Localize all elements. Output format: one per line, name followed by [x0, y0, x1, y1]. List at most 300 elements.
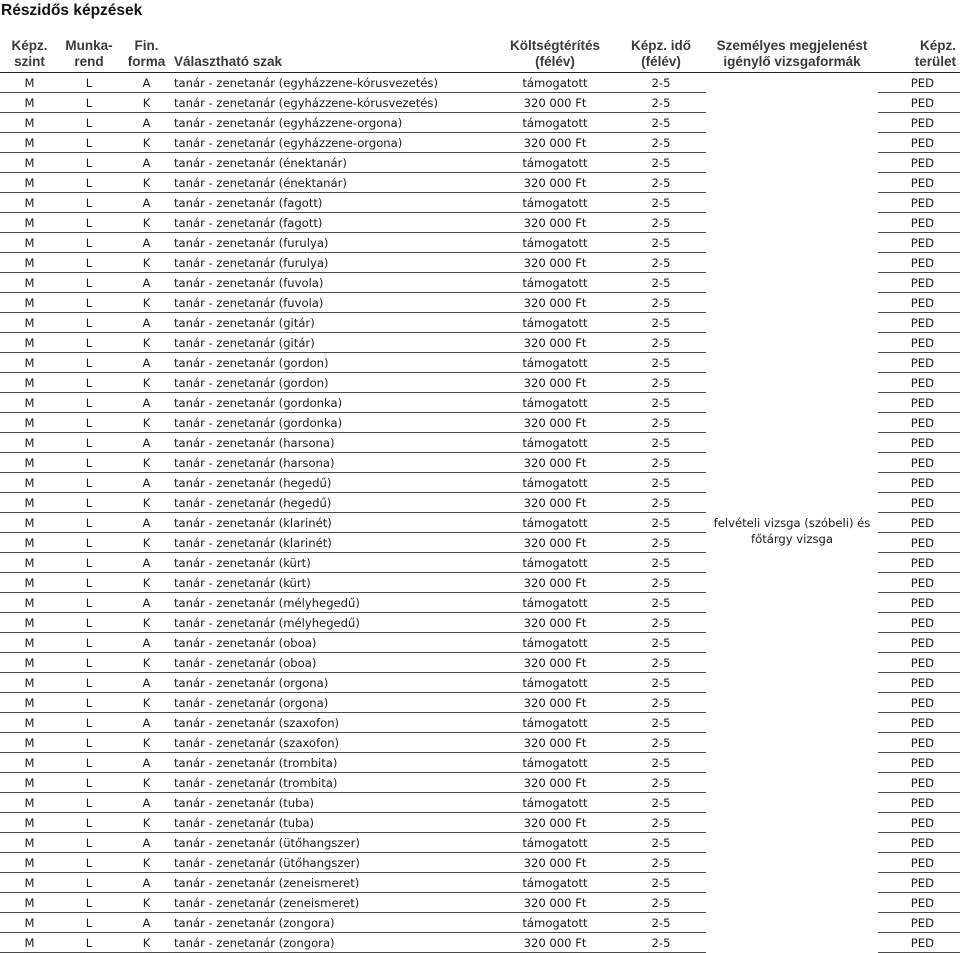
cell-koltsegterites: támogatott: [494, 793, 616, 813]
cell-koltsegterites: 320 000 Ft: [494, 453, 616, 473]
cell-szak: tanár - zenetanár (furulya): [174, 253, 494, 273]
col-header-fin-forma: Fin. forma: [119, 36, 174, 73]
cell-kepz-terulet: PED: [878, 313, 960, 333]
cell-fin-forma: A: [119, 553, 174, 573]
cell-munkarend: L: [59, 173, 119, 193]
cell-kepz-terulet: PED: [878, 333, 960, 353]
cell-munkarend: L: [59, 213, 119, 233]
cell-munkarend: L: [59, 573, 119, 593]
cell-kepz-szint: M: [0, 293, 59, 313]
cell-kepz-szint: M: [0, 853, 59, 873]
cell-kepz-ido: 2-5: [616, 573, 706, 593]
cell-szak: tanár - zenetanár (énektanár): [174, 173, 494, 193]
cell-munkarend: L: [59, 753, 119, 773]
cell-kepz-szint: M: [0, 653, 59, 673]
cell-szak: tanár - zenetanár (kürt): [174, 553, 494, 573]
cell-kepz-ido: 2-5: [616, 553, 706, 573]
cell-munkarend: L: [59, 773, 119, 793]
cell-fin-forma: K: [119, 333, 174, 353]
cell-koltsegterites: 320 000 Ft: [494, 733, 616, 753]
cell-fin-forma: K: [119, 773, 174, 793]
cell-kepz-terulet: PED: [878, 433, 960, 453]
cell-kepz-szint: M: [0, 253, 59, 273]
cell-kepz-szint: M: [0, 433, 59, 453]
cell-fin-forma: A: [119, 313, 174, 333]
cell-munkarend: L: [59, 613, 119, 633]
cell-munkarend: L: [59, 153, 119, 173]
cell-kepz-szint: M: [0, 813, 59, 833]
cell-kepz-terulet: PED: [878, 933, 960, 953]
cell-kepz-szint: M: [0, 413, 59, 433]
cell-szak: tanár - zenetanár (zeneismeret): [174, 873, 494, 893]
cell-kepz-szint: M: [0, 833, 59, 853]
cell-munkarend: L: [59, 673, 119, 693]
cell-kepz-szint: M: [0, 233, 59, 253]
cell-munkarend: L: [59, 513, 119, 533]
cell-koltsegterites: támogatott: [494, 113, 616, 133]
cell-szak: tanár - zenetanár (zongora): [174, 913, 494, 933]
cell-kepz-ido: 2-5: [616, 493, 706, 513]
cell-kepz-terulet: PED: [878, 633, 960, 653]
cell-fin-forma: K: [119, 813, 174, 833]
cell-fin-forma: A: [119, 913, 174, 933]
cell-kepz-szint: M: [0, 673, 59, 693]
cell-kepz-terulet: PED: [878, 613, 960, 633]
cell-koltsegterites: 320 000 Ft: [494, 133, 616, 153]
cell-szak: tanár - zenetanár (mélyhegedű): [174, 593, 494, 613]
cell-kepz-szint: M: [0, 553, 59, 573]
cell-szak: tanár - zenetanár (klarinét): [174, 513, 494, 533]
cell-szak: tanár - zenetanár (egyházzene-kórusvezetés): [174, 73, 494, 93]
cell-munkarend: L: [59, 413, 119, 433]
cell-fin-forma: A: [119, 833, 174, 853]
cell-koltsegterites: 320 000 Ft: [494, 173, 616, 193]
cell-kepz-ido: 2-5: [616, 713, 706, 733]
cell-fin-forma: A: [119, 193, 174, 213]
cell-szak: tanár - zenetanár (szaxofon): [174, 713, 494, 733]
cell-szak: tanár - zenetanár (gordon): [174, 353, 494, 373]
cell-fin-forma: K: [119, 213, 174, 233]
cell-kepz-ido: 2-5: [616, 513, 706, 533]
cell-kepz-ido: 2-5: [616, 433, 706, 453]
cell-kepz-ido: 2-5: [616, 153, 706, 173]
cell-fin-forma: K: [119, 733, 174, 753]
cell-szak: tanár - zenetanár (gitár): [174, 313, 494, 333]
cell-fin-forma: K: [119, 493, 174, 513]
cell-kepz-terulet: PED: [878, 193, 960, 213]
cell-kepz-terulet: PED: [878, 733, 960, 753]
cell-munkarend: L: [59, 433, 119, 453]
cell-kepz-terulet: PED: [878, 533, 960, 553]
cell-koltsegterites: támogatott: [494, 233, 616, 253]
cell-fin-forma: A: [119, 673, 174, 693]
cell-kepz-terulet: PED: [878, 513, 960, 533]
cell-munkarend: L: [59, 913, 119, 933]
cell-koltsegterites: 320 000 Ft: [494, 533, 616, 553]
cell-kepz-ido: 2-5: [616, 393, 706, 413]
cell-fin-forma: A: [119, 393, 174, 413]
cell-kepz-ido: 2-5: [616, 593, 706, 613]
cell-kepz-terulet: PED: [878, 553, 960, 573]
cell-kepz-ido: 2-5: [616, 93, 706, 113]
cell-koltsegterites: 320 000 Ft: [494, 933, 616, 953]
cell-szak: tanár - zenetanár (egyházzene-orgona): [174, 113, 494, 133]
cell-szak: tanár - zenetanár (énektanár): [174, 153, 494, 173]
cell-munkarend: L: [59, 553, 119, 573]
cell-kepz-ido: 2-5: [616, 613, 706, 633]
cell-kepz-terulet: PED: [878, 713, 960, 733]
cell-koltsegterites: 320 000 Ft: [494, 853, 616, 873]
cell-koltsegterites: 320 000 Ft: [494, 253, 616, 273]
cell-munkarend: L: [59, 593, 119, 613]
cell-kepz-terulet: PED: [878, 133, 960, 153]
cell-kepz-terulet: PED: [878, 493, 960, 513]
cell-kepz-szint: M: [0, 213, 59, 233]
cell-kepz-ido: 2-5: [616, 473, 706, 493]
cell-kepz-ido: 2-5: [616, 673, 706, 693]
cell-koltsegterites: 320 000 Ft: [494, 893, 616, 913]
cell-szak: tanár - zenetanár (tuba): [174, 793, 494, 813]
cell-kepz-szint: M: [0, 793, 59, 813]
cell-koltsegterites: támogatott: [494, 73, 616, 93]
cell-kepz-ido: 2-5: [616, 853, 706, 873]
courses-table: [0, 36, 960, 953]
cell-szak: tanár - zenetanár (harsona): [174, 453, 494, 473]
cell-szak: tanár - zenetanár (ütőhangszer): [174, 853, 494, 873]
cell-kepz-terulet: PED: [878, 673, 960, 693]
cell-kepz-terulet: PED: [878, 573, 960, 593]
cell-fin-forma: K: [119, 293, 174, 313]
cell-kepz-ido: 2-5: [616, 73, 706, 93]
cell-kepz-szint: M: [0, 513, 59, 533]
cell-koltsegterites: 320 000 Ft: [494, 573, 616, 593]
cell-kepz-szint: M: [0, 633, 59, 653]
col-header-vizsgaformak: Személyes megjelenést igénylő vizsgaformák: [706, 36, 878, 73]
cell-szak: tanár - zenetanár (fuvola): [174, 273, 494, 293]
cell-kepz-ido: 2-5: [616, 333, 706, 353]
cell-kepz-szint: M: [0, 573, 59, 593]
cell-kepz-szint: M: [0, 353, 59, 373]
cell-munkarend: L: [59, 833, 119, 853]
cell-kepz-szint: M: [0, 893, 59, 913]
cell-kepz-terulet: PED: [878, 413, 960, 433]
cell-szak: tanár - zenetanár (trombita): [174, 773, 494, 793]
cell-kepz-szint: M: [0, 193, 59, 213]
cell-koltsegterites: támogatott: [494, 593, 616, 613]
cell-kepz-szint: M: [0, 773, 59, 793]
cell-koltsegterites: támogatott: [494, 513, 616, 533]
cell-kepz-szint: M: [0, 273, 59, 293]
cell-szak: tanár - zenetanár (hegedű): [174, 473, 494, 493]
cell-koltsegterites: 320 000 Ft: [494, 93, 616, 113]
cell-kepz-ido: 2-5: [616, 873, 706, 893]
cell-kepz-ido: 2-5: [616, 693, 706, 713]
cell-kepz-szint: M: [0, 933, 59, 953]
cell-kepz-szint: M: [0, 313, 59, 333]
cell-szak: tanár - zenetanár (zongora): [174, 933, 494, 953]
cell-kepz-szint: M: [0, 913, 59, 933]
cell-munkarend: L: [59, 893, 119, 913]
cell-munkarend: L: [59, 653, 119, 673]
cell-koltsegterites: 320 000 Ft: [494, 813, 616, 833]
cell-koltsegterites: támogatott: [494, 673, 616, 693]
cell-kepz-ido: 2-5: [616, 753, 706, 773]
cell-kepz-ido: 2-5: [616, 793, 706, 813]
cell-koltsegterites: támogatott: [494, 153, 616, 173]
cell-kepz-szint: M: [0, 593, 59, 613]
cell-koltsegterites: támogatott: [494, 913, 616, 933]
cell-kepz-terulet: PED: [878, 813, 960, 833]
cell-szak: tanár - zenetanár (mélyhegedű): [174, 613, 494, 633]
cell-kepz-ido: 2-5: [616, 833, 706, 853]
cell-koltsegterites: támogatott: [494, 393, 616, 413]
cell-koltsegterites: támogatott: [494, 273, 616, 293]
cell-szak: tanár - zenetanár (orgona): [174, 693, 494, 713]
cell-kepz-terulet: PED: [878, 373, 960, 393]
cell-kepz-terulet: PED: [878, 913, 960, 933]
cell-munkarend: L: [59, 273, 119, 293]
cell-szak: tanár - zenetanár (gordonka): [174, 393, 494, 413]
cell-kepz-ido: 2-5: [616, 813, 706, 833]
cell-kepz-terulet: PED: [878, 793, 960, 813]
cell-szak: tanár - zenetanár (ütőhangszer): [174, 833, 494, 853]
cell-kepz-szint: M: [0, 393, 59, 413]
cell-koltsegterites: 320 000 Ft: [494, 413, 616, 433]
cell-kepz-terulet: PED: [878, 873, 960, 893]
cell-fin-forma: A: [119, 513, 174, 533]
cell-fin-forma: A: [119, 113, 174, 133]
cell-fin-forma: A: [119, 473, 174, 493]
cell-kepz-ido: 2-5: [616, 213, 706, 233]
cell-munkarend: L: [59, 693, 119, 713]
cell-fin-forma: A: [119, 233, 174, 253]
cell-kepz-terulet: PED: [878, 833, 960, 853]
cell-kepz-ido: 2-5: [616, 253, 706, 273]
cell-koltsegterites: támogatott: [494, 433, 616, 453]
cell-munkarend: L: [59, 793, 119, 813]
cell-fin-forma: A: [119, 73, 174, 93]
cell-szak: tanár - zenetanár (fuvola): [174, 293, 494, 313]
cell-szak: tanár - zenetanár (zeneismeret): [174, 893, 494, 913]
col-header-munkarend: Munka- rend: [59, 36, 119, 73]
cell-munkarend: L: [59, 473, 119, 493]
cell-koltsegterites: támogatott: [494, 553, 616, 573]
cell-szak: tanár - zenetanár (furulya): [174, 233, 494, 253]
page-title: Részidős képzések: [1, 2, 143, 19]
cell-szak: tanár - zenetanár (klarinét): [174, 533, 494, 553]
cell-fin-forma: K: [119, 613, 174, 633]
cell-koltsegterites: 320 000 Ft: [494, 333, 616, 353]
cell-kepz-terulet: PED: [878, 213, 960, 233]
cell-fin-forma: K: [119, 933, 174, 953]
cell-koltsegterites: támogatott: [494, 193, 616, 213]
cell-kepz-terulet: PED: [878, 153, 960, 173]
cell-munkarend: L: [59, 73, 119, 93]
cell-munkarend: L: [59, 233, 119, 253]
cell-kepz-ido: 2-5: [616, 173, 706, 193]
cell-szak: tanár - zenetanár (oboa): [174, 653, 494, 673]
cell-kepz-terulet: PED: [878, 293, 960, 313]
cell-fin-forma: K: [119, 173, 174, 193]
cell-szak: tanár - zenetanár (gordon): [174, 373, 494, 393]
cell-kepz-terulet: PED: [878, 753, 960, 773]
cell-kepz-szint: M: [0, 113, 59, 133]
cell-kepz-terulet: PED: [878, 773, 960, 793]
cell-munkarend: L: [59, 293, 119, 313]
cell-fin-forma: K: [119, 413, 174, 433]
cell-fin-forma: K: [119, 253, 174, 273]
cell-munkarend: L: [59, 533, 119, 553]
cell-munkarend: L: [59, 333, 119, 353]
cell-kepz-terulet: PED: [878, 353, 960, 373]
col-header-szak: Választható szak: [174, 36, 494, 73]
cell-munkarend: L: [59, 853, 119, 873]
cell-kepz-szint: M: [0, 473, 59, 493]
cell-fin-forma: A: [119, 713, 174, 733]
cell-fin-forma: K: [119, 853, 174, 873]
cell-szak: tanár - zenetanár (egyházzene-orgona): [174, 133, 494, 153]
cell-kepz-terulet: PED: [878, 73, 960, 93]
cell-kepz-ido: 2-5: [616, 773, 706, 793]
cell-munkarend: L: [59, 193, 119, 213]
cell-kepz-terulet: PED: [878, 273, 960, 293]
cell-kepz-terulet: PED: [878, 593, 960, 613]
cell-munkarend: L: [59, 933, 119, 953]
cell-szak: tanár - zenetanár (egyházzene-kórusvezetés): [174, 93, 494, 113]
cell-fin-forma: A: [119, 793, 174, 813]
cell-kepz-ido: 2-5: [616, 893, 706, 913]
cell-fin-forma: K: [119, 453, 174, 473]
cell-szak: tanár - zenetanár (fagott): [174, 213, 494, 233]
cell-kepz-szint: M: [0, 613, 59, 633]
cell-kepz-ido: 2-5: [616, 313, 706, 333]
header-row: [0, 36, 960, 73]
cell-koltsegterites: 320 000 Ft: [494, 493, 616, 513]
cell-fin-forma: K: [119, 133, 174, 153]
cell-kepz-szint: M: [0, 173, 59, 193]
cell-kepz-terulet: PED: [878, 653, 960, 673]
cell-kepz-ido: 2-5: [616, 933, 706, 953]
cell-szak: tanár - zenetanár (harsona): [174, 433, 494, 453]
cell-kepz-terulet: PED: [878, 853, 960, 873]
cell-munkarend: L: [59, 453, 119, 473]
cell-fin-forma: K: [119, 693, 174, 713]
cell-fin-forma: K: [119, 373, 174, 393]
col-header-koltsegterites: Költségtérítés (félév): [494, 36, 616, 73]
cell-kepz-terulet: PED: [878, 693, 960, 713]
cell-kepz-ido: 2-5: [616, 273, 706, 293]
cell-kepz-ido: 2-5: [616, 533, 706, 553]
cell-szak: tanár - zenetanár (oboa): [174, 633, 494, 653]
cell-koltsegterites: támogatott: [494, 753, 616, 773]
cell-szak: tanár - zenetanár (fagott): [174, 193, 494, 213]
cell-kepz-terulet: PED: [878, 233, 960, 253]
cell-munkarend: L: [59, 713, 119, 733]
cell-kepz-szint: M: [0, 733, 59, 753]
cell-koltsegterites: támogatott: [494, 633, 616, 653]
cell-kepz-terulet: PED: [878, 93, 960, 113]
col-header-kepz-szint: Képz. szint: [0, 36, 59, 73]
cell-fin-forma: A: [119, 753, 174, 773]
cell-fin-forma: K: [119, 573, 174, 593]
cell-munkarend: L: [59, 253, 119, 273]
cell-kepz-szint: M: [0, 373, 59, 393]
cell-koltsegterites: támogatott: [494, 313, 616, 333]
cell-kepz-szint: M: [0, 73, 59, 93]
cell-munkarend: L: [59, 373, 119, 393]
cell-kepz-szint: M: [0, 693, 59, 713]
cell-kepz-ido: 2-5: [616, 233, 706, 253]
cell-kepz-terulet: PED: [878, 173, 960, 193]
cell-kepz-ido: 2-5: [616, 413, 706, 433]
cell-szak: tanár - zenetanár (szaxofon): [174, 733, 494, 753]
cell-kepz-szint: M: [0, 333, 59, 353]
cell-fin-forma: A: [119, 353, 174, 373]
cell-kepz-szint: M: [0, 753, 59, 773]
cell-fin-forma: K: [119, 93, 174, 113]
cell-szak: tanár - zenetanár (tuba): [174, 813, 494, 833]
cell-kepz-terulet: PED: [878, 113, 960, 133]
cell-koltsegterites: 320 000 Ft: [494, 613, 616, 633]
cell-munkarend: L: [59, 393, 119, 413]
cell-kepz-terulet: PED: [878, 393, 960, 413]
cell-kepz-ido: 2-5: [616, 453, 706, 473]
cell-fin-forma: A: [119, 593, 174, 613]
cell-fin-forma: A: [119, 633, 174, 653]
cell-vizsgaformak: felvételi vizsga (szóbeli) és főtárgy vizsga: [713, 515, 871, 546]
cell-fin-forma: K: [119, 653, 174, 673]
cell-kepz-ido: 2-5: [616, 353, 706, 373]
cell-kepz-szint: M: [0, 493, 59, 513]
cell-fin-forma: A: [119, 433, 174, 453]
cell-kepz-ido: 2-5: [616, 373, 706, 393]
cell-munkarend: L: [59, 813, 119, 833]
cell-munkarend: L: [59, 633, 119, 653]
cell-fin-forma: A: [119, 273, 174, 293]
cell-szak: tanár - zenetanár (trombita): [174, 753, 494, 773]
cell-kepz-ido: 2-5: [616, 653, 706, 673]
cell-munkarend: L: [59, 133, 119, 153]
cell-szak: tanár - zenetanár (gitár): [174, 333, 494, 353]
cell-kepz-szint: M: [0, 453, 59, 473]
cell-kepz-terulet: PED: [878, 893, 960, 913]
cell-kepz-szint: M: [0, 873, 59, 893]
cell-kepz-ido: 2-5: [616, 633, 706, 653]
cell-koltsegterites: támogatott: [494, 873, 616, 893]
cell-szak: tanár - zenetanár (hegedű): [174, 493, 494, 513]
cell-kepz-szint: M: [0, 153, 59, 173]
cell-kepz-terulet: PED: [878, 253, 960, 273]
cell-kepz-ido: 2-5: [616, 293, 706, 313]
cell-kepz-szint: M: [0, 533, 59, 553]
cell-szak: tanár - zenetanár (gordonka): [174, 413, 494, 433]
cell-koltsegterites: 320 000 Ft: [494, 653, 616, 673]
cell-fin-forma: K: [119, 893, 174, 913]
cell-kepz-ido: 2-5: [616, 113, 706, 133]
cell-fin-forma: A: [119, 873, 174, 893]
cell-koltsegterites: támogatott: [494, 713, 616, 733]
cell-koltsegterites: támogatott: [494, 473, 616, 493]
cell-kepz-terulet: PED: [878, 473, 960, 493]
cell-kepz-szint: M: [0, 133, 59, 153]
cell-koltsegterites: támogatott: [494, 353, 616, 373]
cell-szak: tanár - zenetanár (kürt): [174, 573, 494, 593]
cell-fin-forma: K: [119, 533, 174, 553]
cell-koltsegterites: támogatott: [494, 833, 616, 853]
col-header-kepz-ido: Képz. idő (félév): [616, 36, 706, 73]
cell-fin-forma: A: [119, 153, 174, 173]
cell-koltsegterites: 320 000 Ft: [494, 693, 616, 713]
